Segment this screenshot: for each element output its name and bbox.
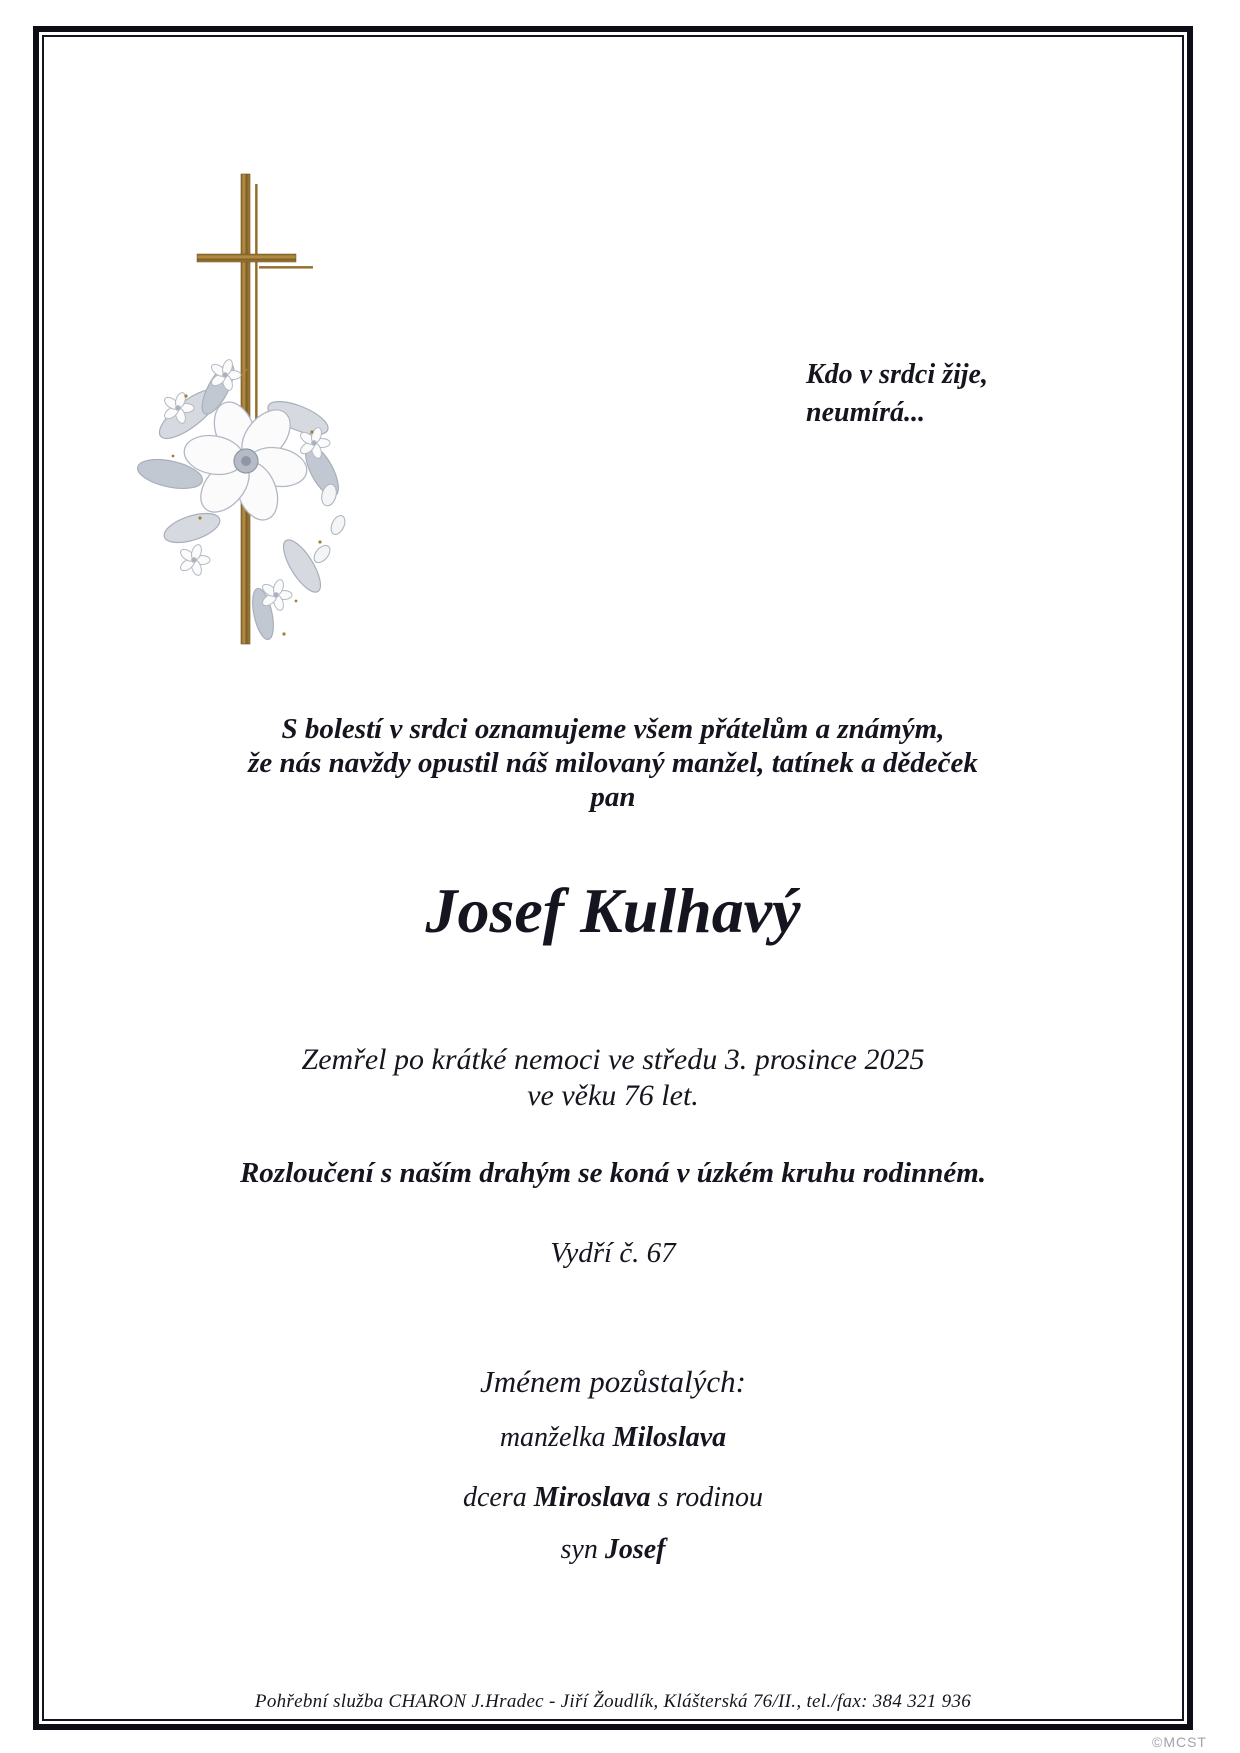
- deceased-name: Josef Kulhavý: [425, 875, 801, 946]
- survivor-relation: manželka: [499, 1422, 613, 1453]
- survivor-line-wife: [39, 1422, 1187, 1454]
- death-age-line: ve věku 76 let.: [527, 1079, 699, 1112]
- survivor-line-daughter: [39, 1482, 1187, 1514]
- farewell-notice: Rozloučení s naším drahým se koná v úzkém kruhu rodinném.: [239, 1157, 987, 1189]
- death-date-line: Zemřel po krátké nemoci ve středu 3. prosince 2025: [301, 1043, 925, 1076]
- survivor-name: Josef: [604, 1534, 666, 1565]
- address-line: Vydří č. 67: [550, 1237, 676, 1269]
- quote-line-1: Kdo v srdci žije,: [806, 359, 988, 390]
- watermark: ©MCST: [1152, 1734, 1207, 1750]
- survivors-heading: Jménem pozůstalých:: [480, 1364, 746, 1399]
- footer-funeral-service: Pohřební služba CHARON J.Hradec - Jiří Žoudlík, Klášterská 76/II., tel./fax: 384 321 936: [254, 1691, 972, 1712]
- survivor-relation: dcera: [463, 1482, 534, 1513]
- survivor-name: Miloslava: [612, 1422, 727, 1453]
- announcement-line-1: S bolestí v srdci oznamujeme všem přátelům a známým,: [281, 713, 945, 745]
- announcement-line-2: že nás navždy opustil náš milovaný manžel, tatínek a dědeček: [248, 747, 978, 779]
- cross-flowers-decoration: [126, 146, 386, 666]
- decorative-border-outer: [33, 26, 1193, 1730]
- death-info: [39, 1042, 1187, 1114]
- quote-line-2: neumírá...: [806, 397, 926, 428]
- survivor-suffix: s rodinou: [650, 1482, 763, 1513]
- memorial-quote: [806, 356, 988, 432]
- announcement: [39, 712, 1187, 814]
- survivor-relation: syn: [560, 1534, 605, 1565]
- survivor-line-son: [39, 1534, 1187, 1566]
- announcement-line-3: pan: [590, 781, 636, 813]
- survivor-name: Miroslava: [533, 1482, 651, 1513]
